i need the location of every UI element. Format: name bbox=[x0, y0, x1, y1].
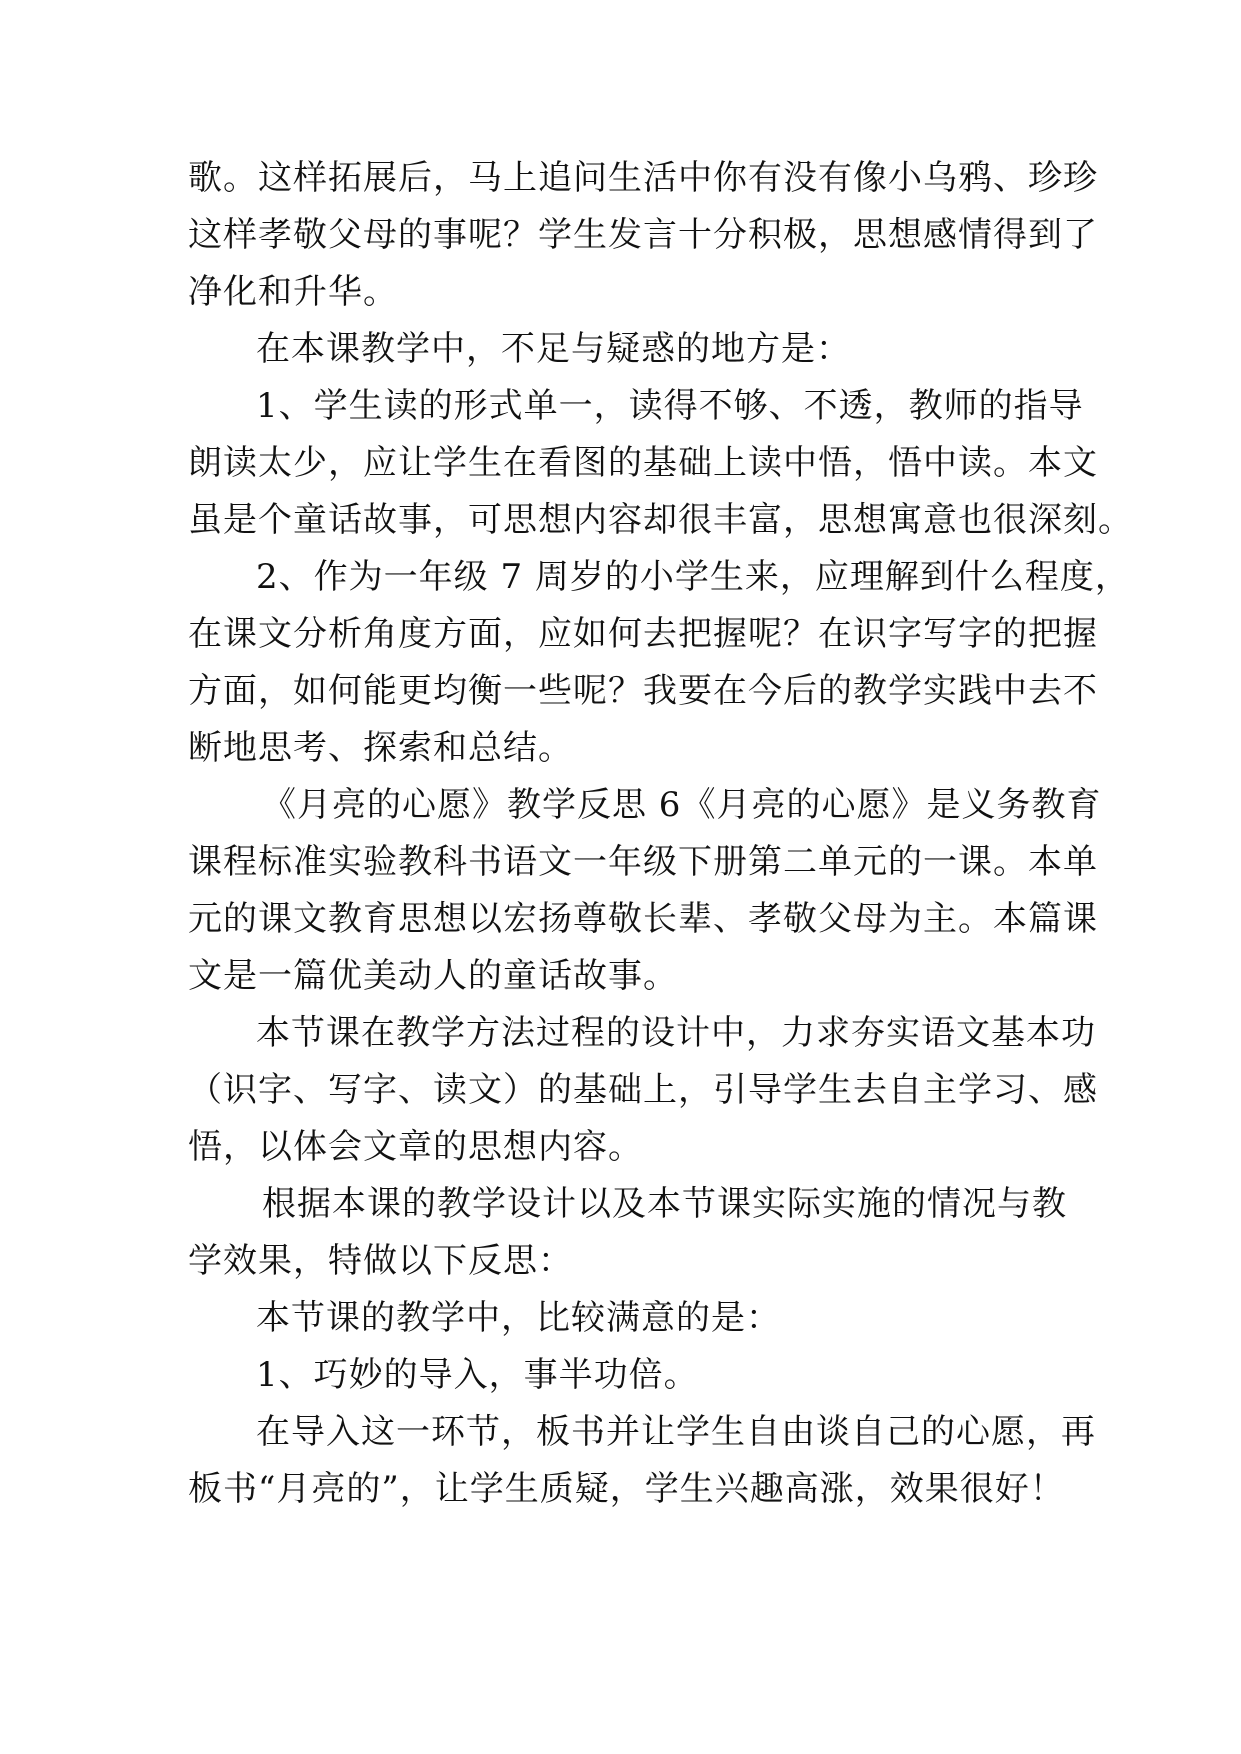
text-line: 根据本课的教学设计以及本节课实际实施的情况与教 bbox=[262, 1184, 1067, 1224]
text-line: 虽是个童话故事，可思想内容却很丰富，思想寓意也很深刻。 bbox=[188, 500, 1133, 540]
text-line: 元的课文教育思想以宏扬尊敬长辈、孝敬父母为主。本篇课 bbox=[188, 899, 1098, 939]
text-line: 在课文分析角度方面，应如何去把握呢？在识字写字的把握 bbox=[188, 614, 1098, 654]
text-line: 文是一篇优美动人的童话故事。 bbox=[188, 956, 678, 996]
text-line: 在导入这一环节，板书并让学生自由谈自己的心愿，再 bbox=[256, 1412, 1096, 1452]
text-line: 断地思考、探索和总结。 bbox=[188, 728, 573, 768]
text-line: 朗读太少，应让学生在看图的基础上读中悟，悟中读。本文 bbox=[188, 443, 1098, 483]
text-line: 净化和升华。 bbox=[188, 272, 398, 312]
document-body bbox=[188, 150, 1133, 1518]
text-line: （识字、写字、读文）的基础上，引导学生去自主学习、感 bbox=[188, 1070, 1098, 1110]
text-line: 板书“月亮的”，让学生质疑，学生兴趣高涨，效果很好！ bbox=[188, 1469, 1065, 1509]
text-line: 学效果，特做以下反思： bbox=[188, 1241, 573, 1281]
text-line: 1、学生读的形式单一，读得不够、不透，教师的指导 bbox=[256, 386, 1084, 426]
text-line: 本节课在教学方法过程的设计中，力求夯实语文基本功 bbox=[256, 1013, 1096, 1053]
text-line: 本节课的教学中，比较满意的是： bbox=[256, 1298, 781, 1338]
text-line: 方面，如何能更均衡一些呢？我要在今后的教学实践中去不 bbox=[188, 671, 1098, 711]
text-line: 《月亮的心愿》教学反思 6《月亮的心愿》是义务教育 bbox=[262, 785, 1102, 825]
text-line: 2、作为一年级 7 周岁的小学生来，应理解到什么程度， bbox=[256, 557, 1130, 597]
text-line: 这样孝敬父母的事呢？学生发言十分积极，思想感情得到了 bbox=[188, 215, 1098, 255]
text-line: 课程标准实验教科书语文一年级下册第二单元的一课。本单 bbox=[188, 842, 1098, 882]
text-line: 在本课教学中，不足与疑惑的地方是： bbox=[256, 329, 851, 369]
text-line: 悟，以体会文章的思想内容。 bbox=[188, 1127, 643, 1167]
text-line: 1、巧妙的导入，事半功倍。 bbox=[256, 1355, 699, 1395]
text-line: 歌。这样拓展后，马上追问生活中你有没有像小乌鸦、珍珍 bbox=[188, 158, 1098, 198]
